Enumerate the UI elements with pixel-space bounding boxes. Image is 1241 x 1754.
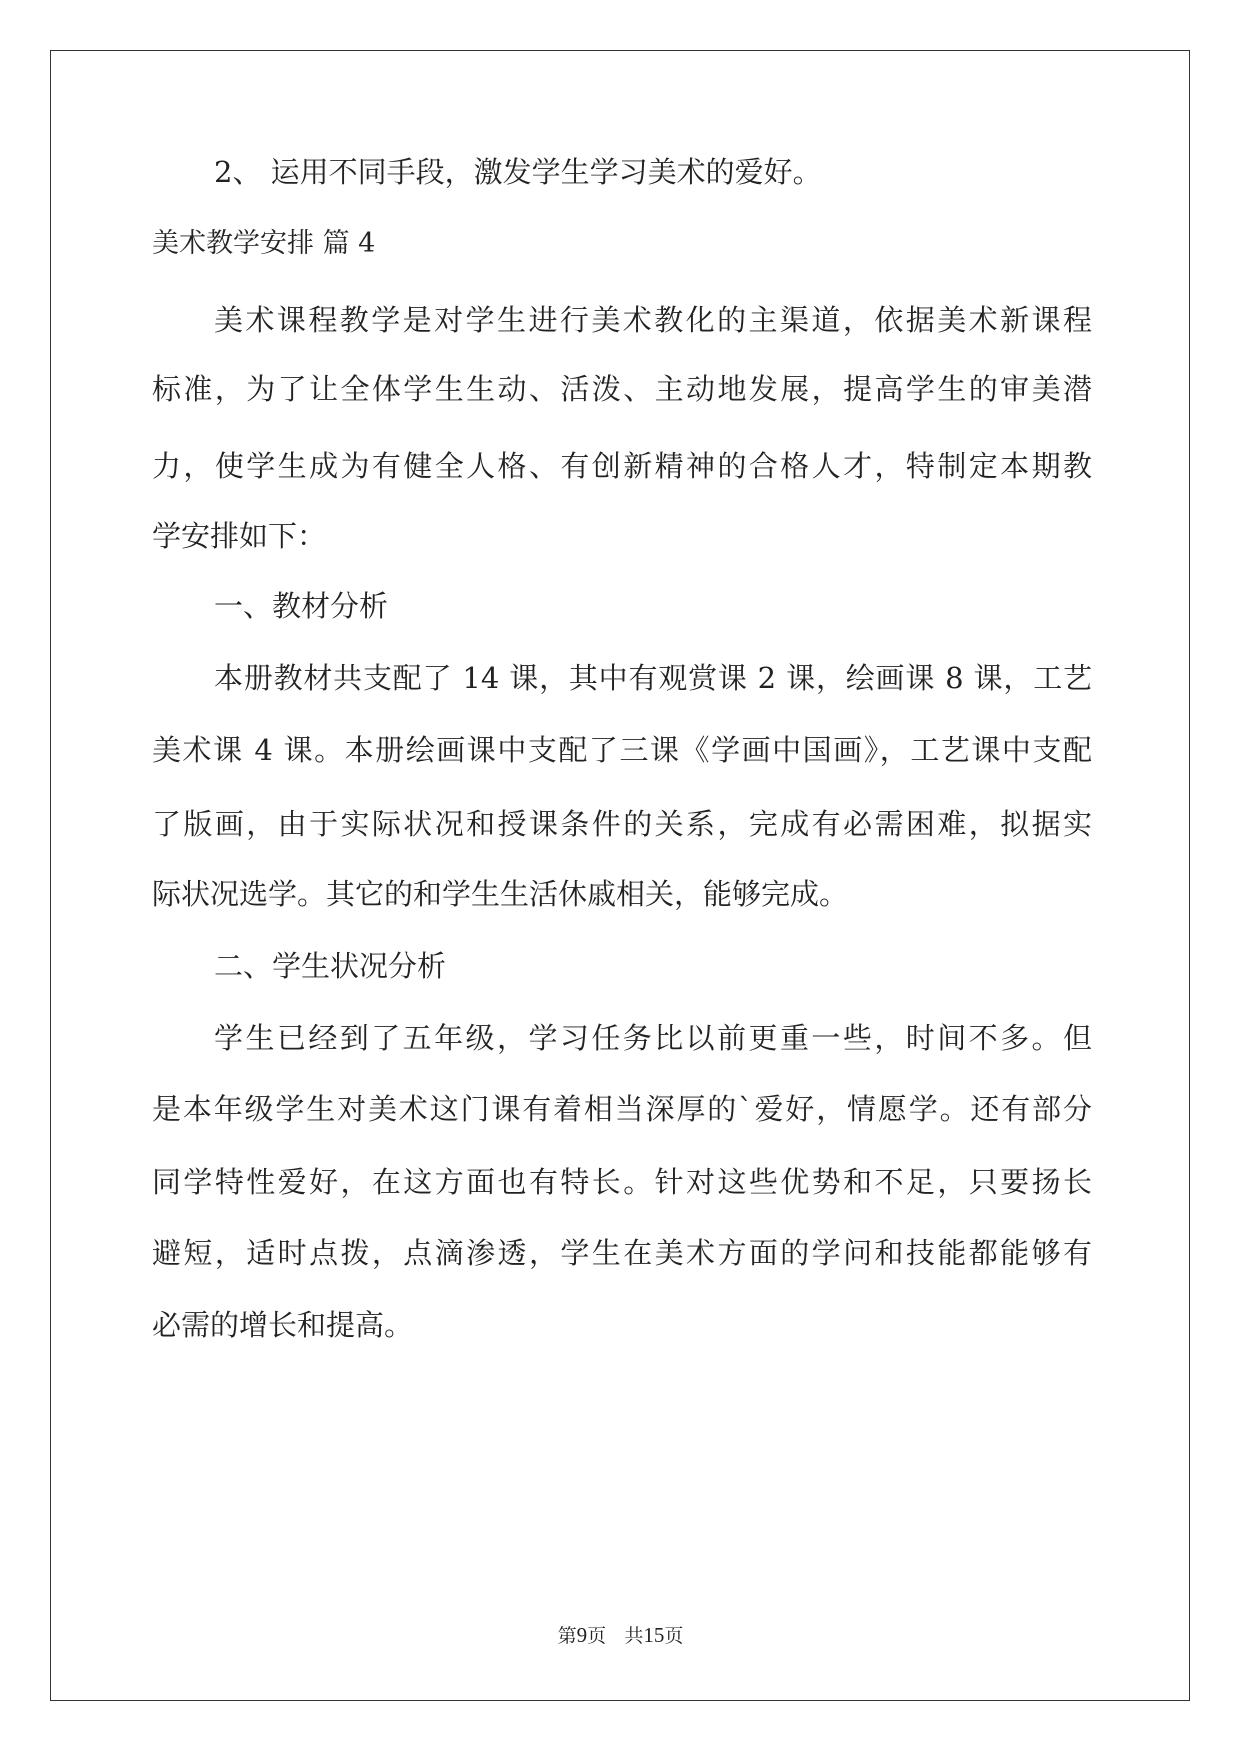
paragraph-line: 了版画，由于实际状况和授课条件的关系，完成有必需困难，拟据实 bbox=[152, 807, 1092, 841]
page-prefix: 第 bbox=[557, 1625, 577, 1647]
paragraph-line: 学生已经到了五年级，学习任务比以前更重一些，时间不多。但 bbox=[214, 1021, 1092, 1055]
paragraph-line: 际状况选学。其它的和学生生活休戚相关，能够完成。 bbox=[152, 877, 849, 911]
paragraph-line: 学安排如下： bbox=[152, 519, 327, 553]
page-number: 9 bbox=[576, 1623, 588, 1647]
subheading: 二、学生状况分析 bbox=[214, 949, 447, 983]
total-pages: 15 bbox=[643, 1623, 665, 1647]
paragraph-line: 本册教材共支配了 14 课，其中有观赏课 2 课，绘画课 8 课，工艺 bbox=[214, 661, 1092, 695]
paragraph-line: 同学特性爱好，在这方面也有特长。针对这些优势和不足，只要扬长 bbox=[152, 1165, 1092, 1199]
section-heading: 美术教学安排 篇 4 bbox=[152, 228, 376, 259]
page-suffix: 页 bbox=[587, 1625, 607, 1647]
paragraph-line: 美术课程教学是对学生进行美术教化的主渠道，依据美术新课程 bbox=[214, 303, 1092, 337]
list-item-2: 2、 运用不同手段，激发学生学习美术的爱好。 bbox=[214, 155, 822, 189]
paragraph-line: 是本年级学生对美术这门课有着相当深厚的`爱好，情愿学。还有部分 bbox=[152, 1092, 1092, 1126]
paragraph-line: 力，使学生成为有健全人格、有创新精神的合格人才，特制定本期教 bbox=[152, 449, 1092, 483]
subheading: 一、教材分析 bbox=[214, 589, 389, 623]
page-footer bbox=[0, 1623, 1241, 1648]
total-suffix: 页 bbox=[664, 1625, 684, 1647]
paragraph-line: 标准，为了让全体学生生动、活泼、主动地发展，提高学生的审美潜 bbox=[152, 372, 1092, 406]
paragraph-line: 美术课 4 课。本册绘画课中支配了三课《学画中国画》，工艺课中支配 bbox=[152, 733, 1092, 767]
paragraph-line: 避短，适时点拨，点滴渗透，学生在美术方面的学问和技能都能够有 bbox=[152, 1236, 1092, 1270]
paragraph-line: 必需的增长和提高。 bbox=[152, 1308, 414, 1342]
total-prefix: 共 bbox=[624, 1625, 644, 1647]
